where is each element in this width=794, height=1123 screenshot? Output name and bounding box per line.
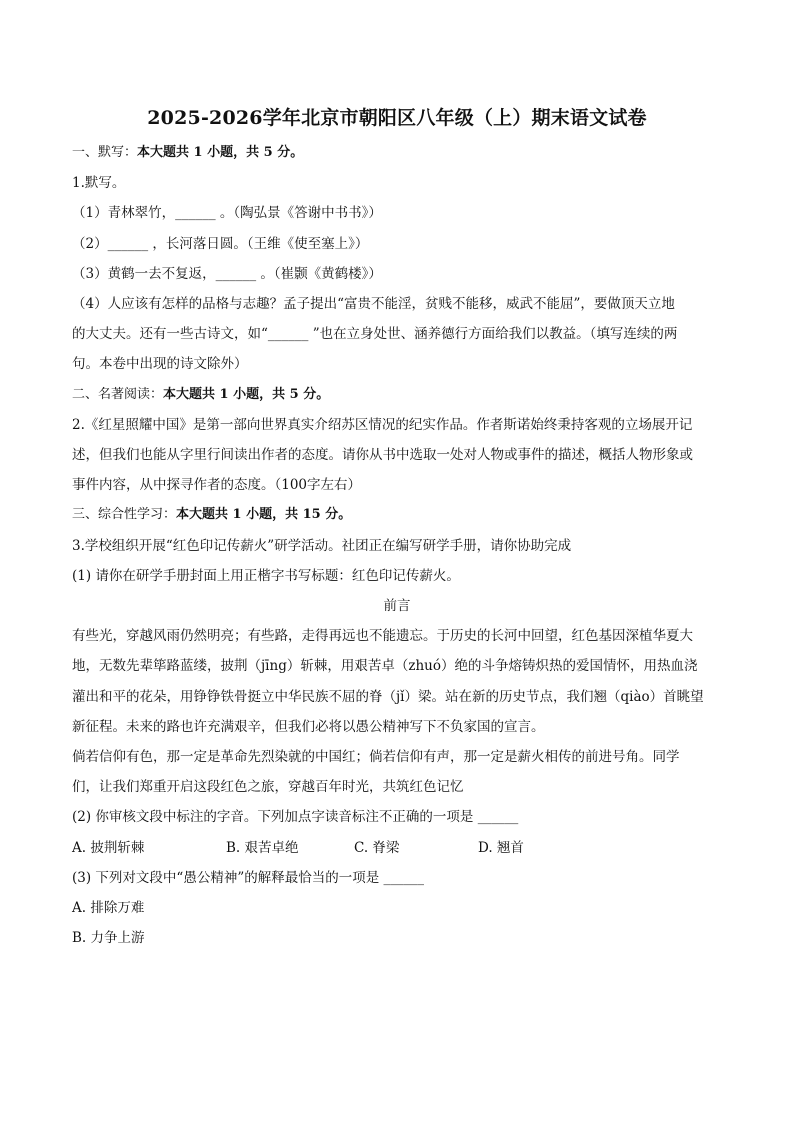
section-desc: 本大题共 1 小题，共 5 分。 bbox=[137, 145, 304, 160]
q3-line-1: 3.学校组织开展“红色印记传薪火”研学活动。社团正在编写研学手册，请你协助完成 bbox=[72, 537, 572, 554]
q1-item-4-line-3: 句。本卷中出现的诗文除外） bbox=[72, 356, 248, 373]
q3-sub-3-option-a: A. 排除万难 bbox=[72, 900, 145, 917]
section-heading-3 bbox=[72, 500, 722, 530]
q1-item-2: （2）______ ，长河落日圆。（王维《使至塞上》） bbox=[72, 235, 369, 252]
q3-sub-1: (1) 请你在研学手册封面上用正楷字书写标题：红色印记传薪火。 bbox=[72, 567, 460, 584]
q3-sub-3-option-b: B. 力争上游 bbox=[72, 930, 145, 947]
q1-heading: 1.默写。 bbox=[72, 175, 126, 192]
option-c: C. 脊梁 bbox=[354, 839, 400, 856]
q3-sub-2: (2) 你审核文段中标注的字音。下列加点字读音标注不正确的一项是 ______ bbox=[72, 809, 519, 826]
section-label: 三、综合性学习： bbox=[72, 507, 177, 523]
q2-line-1: 2.《红星照耀中国》是第一部向世界真实介绍苏区情况的纪实作品。作者斯诺始终秉持客观的立场展开记 bbox=[72, 416, 693, 433]
q2-line-2: 述，但我们也能从字里行间读出作者的态度。请你从书中选取一处对人物或事件的描述，概括人物形象或 bbox=[72, 447, 693, 464]
section-desc: 本大题共 1 小题，共 5 分。 bbox=[163, 386, 330, 402]
preface-line-3: 灌出和平的花朵，用铮铮铁骨挺立中华民族不屈的脊（jǐ）梁。站在新的历史节点，我们翘（qiào）首眺望 bbox=[72, 688, 704, 705]
preface-line-1: 有些光，穿越风雨仍然明亮；有些路，走得再远也不能遗忘。于历史的长河中回望，红色基因深植华夏大 bbox=[72, 628, 693, 645]
q1-item-4-line-2: 的大丈夫。还有一些古诗文，如“______ ”也在立身处世、涵养德行方面给我们以教益。（填写连续的两 bbox=[72, 326, 678, 343]
q3-sub-3: (3) 下列对文段中“愚公精神”的解释最恰当的一项是 ______ bbox=[72, 869, 425, 886]
option-a: A. 披荆斩棘 bbox=[72, 839, 145, 856]
section-desc: 本大题共 1 小题，共 15 分。 bbox=[176, 507, 352, 523]
q1-item-3: （3）黄鹤一去不复返，______ 。（崔颢《黄鹤楼》） bbox=[72, 265, 382, 282]
preface-line-4: 新征程。未来的路也许充满艰辛，但我们必将以愚公精神写下不负家国的宣言。 bbox=[72, 718, 545, 735]
option-b: B. 艰苦卓绝 bbox=[226, 839, 299, 856]
section-heading-2 bbox=[72, 380, 722, 410]
q3-sub-2-options bbox=[72, 833, 722, 863]
q2-line-3: 事件内容，从中探寻作者的态度。（100字左右） bbox=[72, 477, 362, 494]
section-label: 二、名著阅读： bbox=[72, 386, 164, 402]
exam-page bbox=[72, 98, 722, 953]
q1-item-1: （1）青林翠竹，______ 。（陶弘景《答谢中书书》） bbox=[72, 205, 382, 222]
preface-line-5: 倘若信仰有色，那一定是革命先烈染就的中国红；倘若信仰有声，那一定是薪火相传的前进号角。同学 bbox=[72, 749, 680, 766]
page-title: 2025-2026学年北京市朝阳区八年级（上）期末语文试卷 bbox=[147, 107, 647, 129]
preface-line-6: 们，让我们郑重开启这段红色之旅，穿越百年时光，共筑红色记忆 bbox=[72, 779, 464, 796]
preface-title: 前言 bbox=[383, 598, 411, 615]
option-d: D. 翘首 bbox=[478, 839, 524, 856]
preface-line-2: 地，无数先辈筚路蓝缕，披荆（jīng）斩棘，用艰苦卓（zhuó）绝的斗争熔铸炽热的爱国情怀，用热血浇 bbox=[72, 658, 698, 675]
q1-item-4-line-1: （4）人应该有怎样的品格与志趣？孟子提出“富贵不能淫，贫贱不能移，威武不能屈”，要做顶天立地 bbox=[72, 296, 675, 313]
section-heading-1 bbox=[72, 138, 722, 168]
section-label: 一、默写： bbox=[72, 145, 138, 160]
